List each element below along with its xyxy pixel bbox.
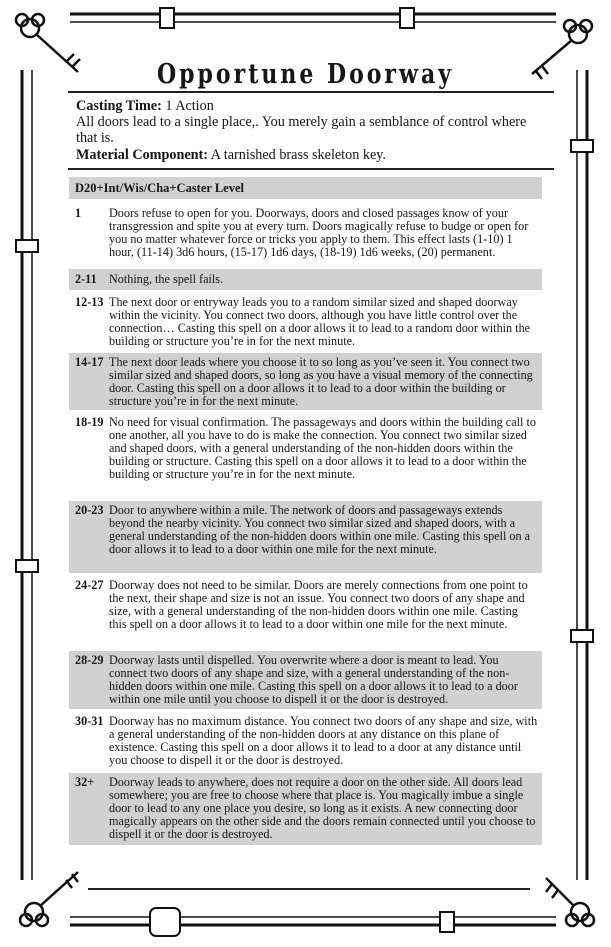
casting-time-label: Casting Time: xyxy=(76,98,162,114)
spell-description: All doors lead to a single place,. You merely gain a semblance of control where that is. xyxy=(76,114,527,147)
casting-time-value: 1 Action xyxy=(165,98,214,114)
roll-cell: 30-31 xyxy=(75,714,104,728)
result-cell: No need for visual confirmation. The passageways and doors within the building call to one another, all you have to do is make the connection. You connect two similar sized and shaped doors, with a general understanding of the non-hidden doors within the building or structure. Casting this spell on a door allows it to lead to a door within the building or structure you’re in for the next minute. xyxy=(109,415,536,481)
result-cell: Nothing, the spell fails. xyxy=(109,272,224,286)
roll-cell: 18-19 xyxy=(75,415,104,429)
result-cell: Doorway lasts until dispelled. You overwrite where a door is meant to lead. You connect two doors of any shape and size, with a general understanding of the non-hidden doors within one mile. Casting this spell on a door allows it to lead to a door within one mile until you choose to dispell it or the door is destroyed. xyxy=(109,653,518,706)
title-rule xyxy=(68,91,554,93)
result-cell: Doors refuse to open for you. Doorways, doors and closed passages know of your transgression and spite you at every turn. Doors magically refuse to budge or open for you no matter whatever force or tricks you apply to them. This effect lasts (1-10) 1 hour, (11-14) 3d6 hours, (15-17) 1d6 days, (18-19) 1d6 weeks, (20) permanent. xyxy=(109,206,529,259)
roll-cell: 12-13 xyxy=(75,295,104,309)
roll-table xyxy=(69,177,542,845)
footer-rule xyxy=(88,888,530,890)
table-row xyxy=(69,712,542,770)
table-row xyxy=(69,269,542,290)
casting-info xyxy=(76,98,548,163)
table-row xyxy=(69,576,542,647)
material-component-label: Material Component: xyxy=(76,146,208,163)
material-component-value: A tarnished brass skeleton key. xyxy=(210,146,386,163)
intro-rule xyxy=(68,168,554,170)
table-row xyxy=(69,501,542,573)
roll-cell: 32+ xyxy=(75,775,95,789)
table-row xyxy=(69,353,542,410)
key-icon-bottom-left xyxy=(20,872,78,926)
page-title: Opportune Doorway xyxy=(157,58,454,91)
result-cell: Door to anywhere within a mile. The network of doors and passageways extends beyond the nearby vicinity. You connect two similar sized and shaped doors, with a general understanding of the non-hidden doors within one mile. Casting this spell on a door allows it to lead to a door within one mile for the next minute. xyxy=(109,503,531,556)
table-header: D20+Int/Wis/Cha+Caster Level xyxy=(69,177,542,199)
result-cell: Doorway leads to anywhere, does not require a door on the other side. All doors lead somewhere; you are free to choose where that place is. You magically imbue a single door to lead to any one place you desire, so long as it exists. A new connecting door magically appears on the other side and the doors remain connected until you choose to dispell it or the door is destroyed. xyxy=(109,775,536,841)
table-row xyxy=(69,651,542,709)
roll-cell: 1 xyxy=(75,206,82,220)
result-cell: The next door leads where you choose it to so long as you’ve seen it. You connect two similar sized and shaped doors, so long as you have a visual memory of the connecting door. Casting this spell on a door allows it to lead to a door within the building or structure you’re in for the next minute. xyxy=(109,355,533,408)
table-row xyxy=(69,293,542,350)
roll-cell: 14-17 xyxy=(75,355,104,369)
result-cell: Doorway has no maximum distance. You connect two doors of any shape and size, with a general understanding of the non-hidden doors at any distance on this plane of existence. Casting this spell on a door allows it to lead to a door at any distance until you choose to dispell it or the door is destroyed. xyxy=(109,714,538,767)
key-icon-bottom-right xyxy=(546,878,594,926)
roll-cell: 28-29 xyxy=(75,653,104,667)
material-component-line xyxy=(76,147,548,163)
casting-time-line xyxy=(76,98,548,114)
result-cell: The next door or entryway leads you to a random similar sized and shaped doorway within the vicinity. You connect two doors, although you have little control over the connection… Casting this spell on a door allows it to lead to a random door within the building or structure you’re in for the next minute. xyxy=(109,295,531,348)
roll-cell: 20-23 xyxy=(75,503,104,517)
table-row xyxy=(69,413,542,498)
table-row xyxy=(69,773,542,845)
roll-cell: 2-11 xyxy=(75,272,97,286)
result-cell: Doorway does not need to be similar. Doors are merely connections from one point to the next, their shape and size is not an issue. You connect two doors of any shape and size, with a general understanding of the non-hidden doors within one mile. Casting this spell on a door allows it to lead to a door within one mile for the next minute. xyxy=(109,578,528,631)
roll-cell: 24-27 xyxy=(75,578,104,592)
table-row xyxy=(69,203,542,266)
